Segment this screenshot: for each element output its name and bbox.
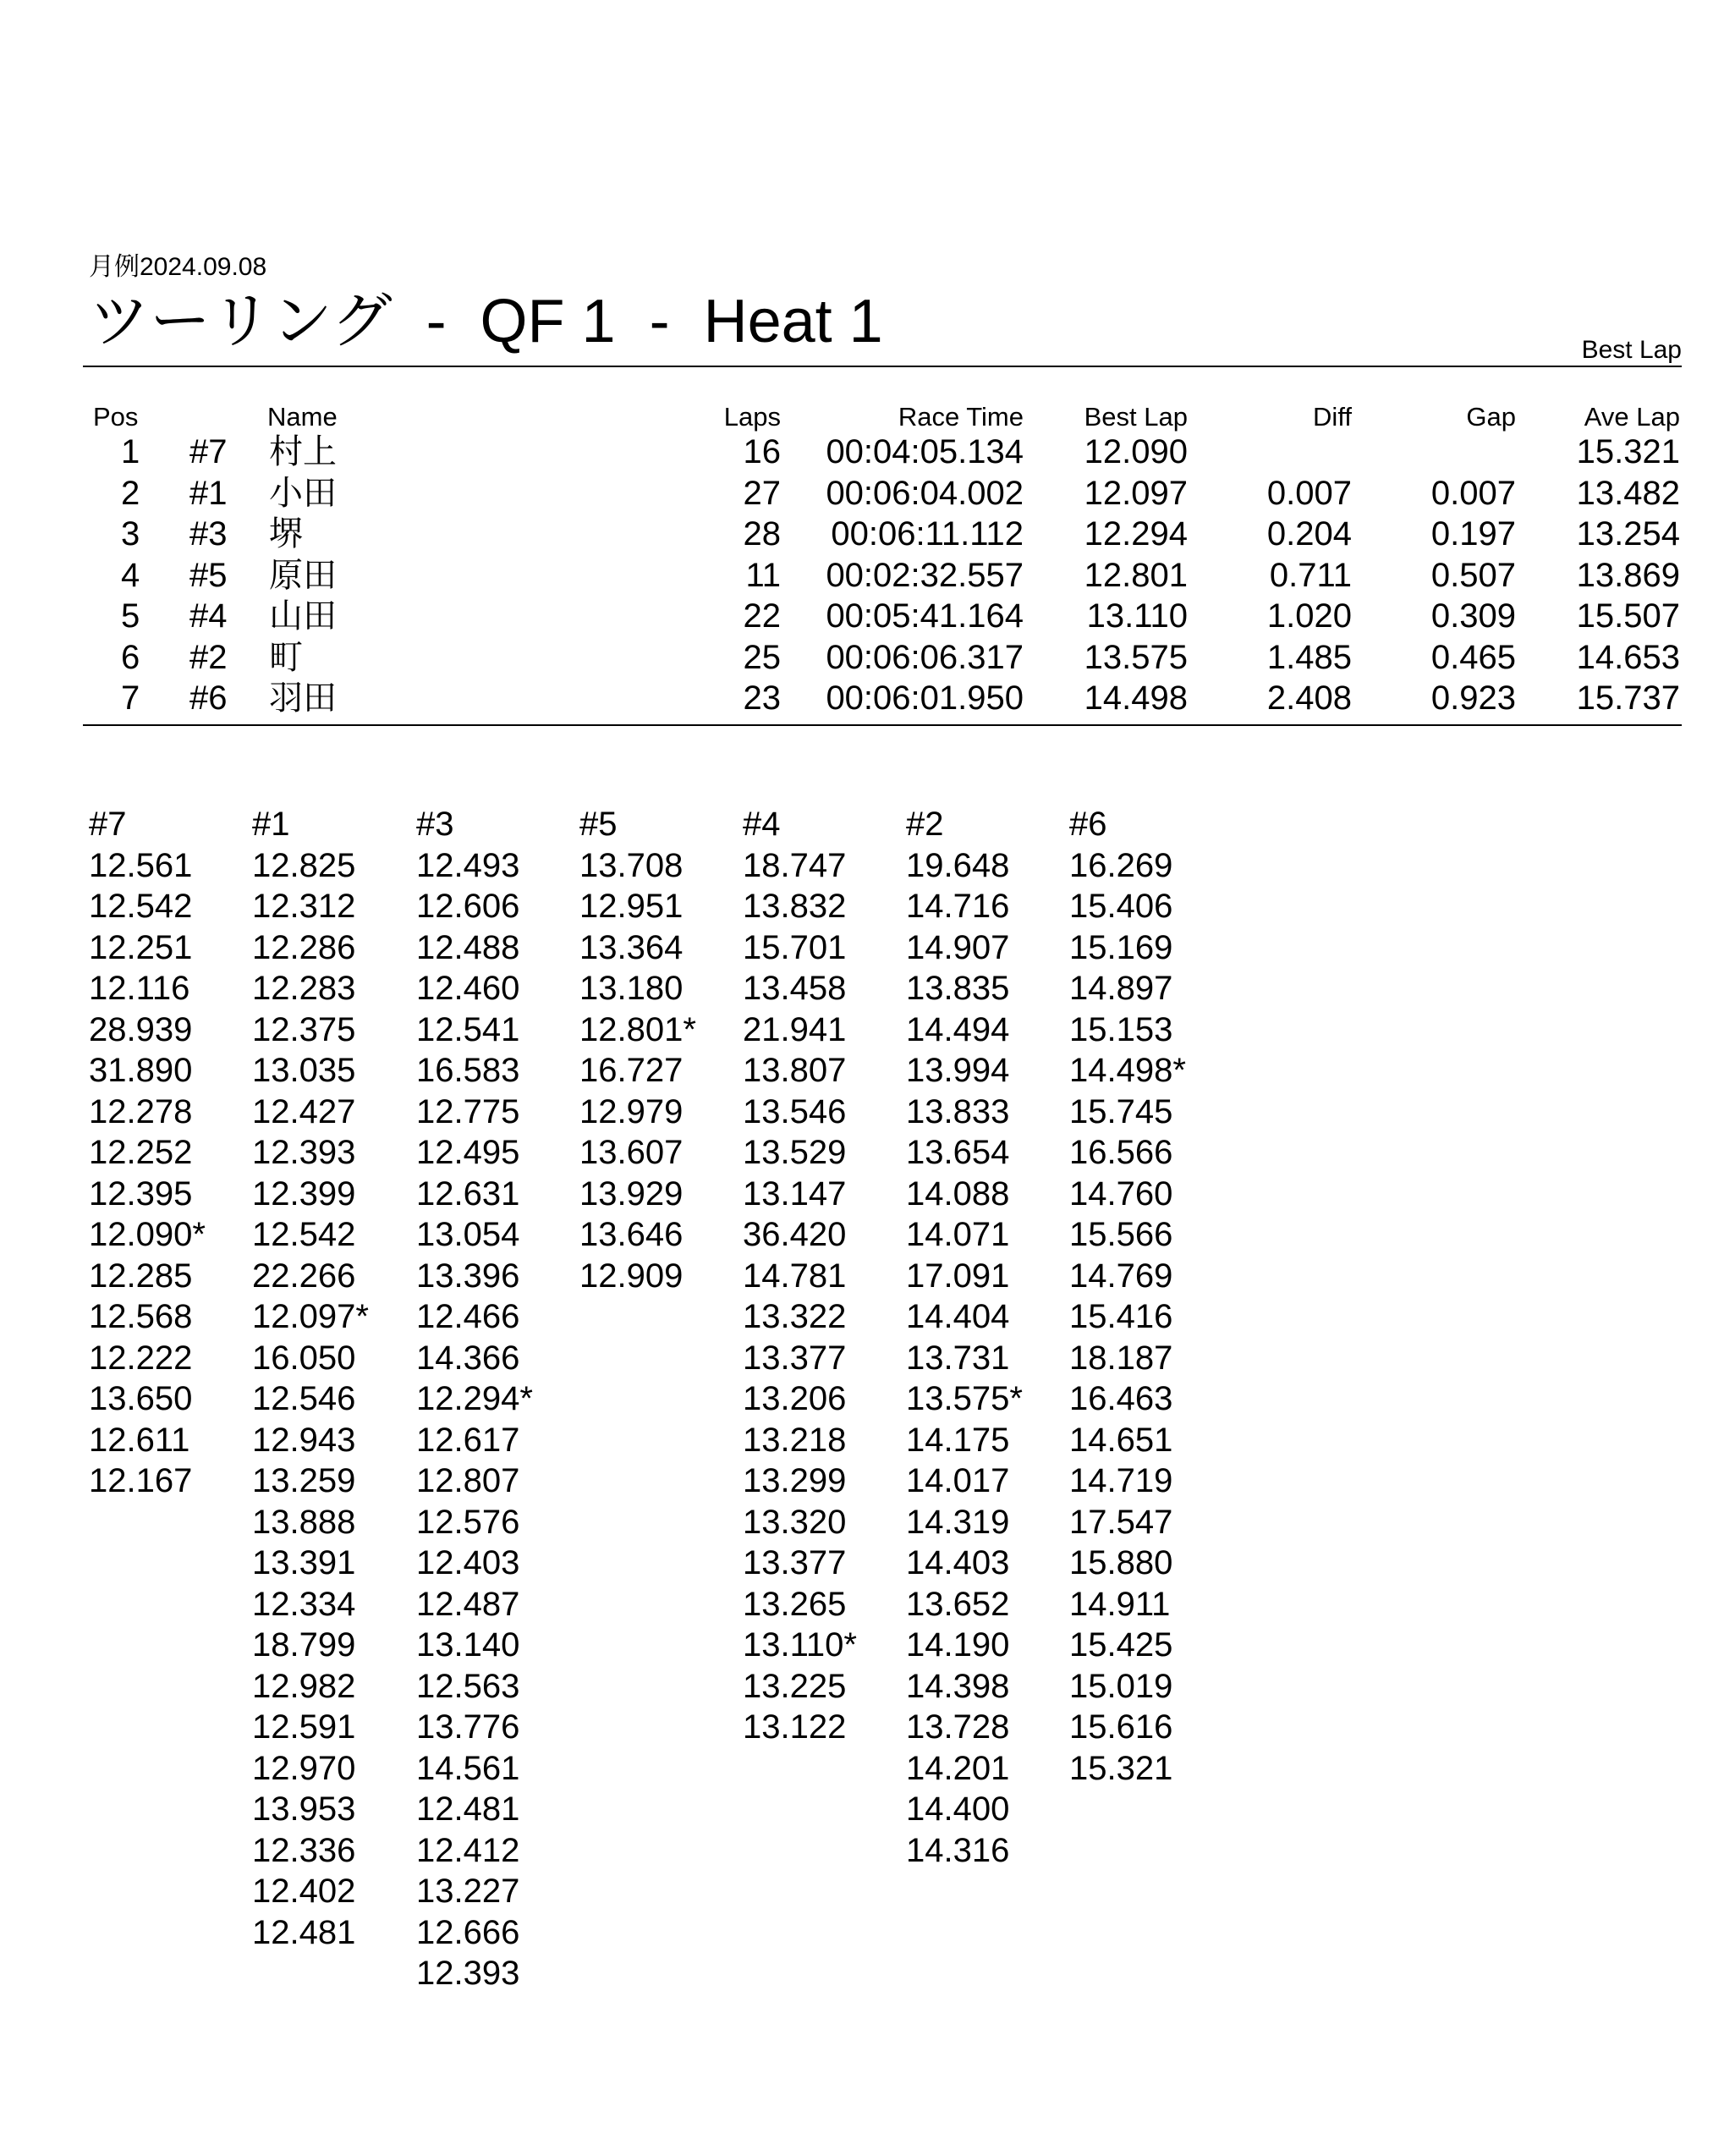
result-best-lap: 12.097 — [1084, 474, 1188, 512]
lap-time: 13.377 — [743, 1544, 847, 1581]
result-laps: 25 — [743, 638, 781, 676]
lap-time: 16.566 — [1069, 1134, 1173, 1171]
result-laps: 16 — [743, 433, 781, 470]
lap-time: 12.576 — [416, 1503, 520, 1541]
result-pos: 2 — [121, 474, 140, 512]
result-row — [0, 555, 1724, 597]
lap-time: 12.807 — [416, 1462, 520, 1499]
lap-time: 28.939 — [89, 1010, 193, 1048]
result-car-number: #7 — [189, 433, 228, 470]
lap-time: 13.546 — [743, 1092, 847, 1130]
lap-column-car-2 — [906, 804, 1067, 1871]
lap-time: 14.716 — [906, 888, 1010, 925]
lap-time: 13.225 — [743, 1667, 847, 1705]
lap-time: 12.466 — [416, 1298, 520, 1335]
lap-time: 15.169 — [1069, 928, 1173, 966]
lap-time: 15.566 — [1069, 1216, 1173, 1253]
lap-time: 16.727 — [579, 1052, 684, 1089]
lap-time: 16.463 — [1069, 1380, 1173, 1417]
lap-time: 18.187 — [1069, 1339, 1173, 1377]
result-car-number: #1 — [189, 474, 228, 512]
lap-time: 12.801* — [579, 1010, 696, 1048]
lap-time: 13.265 — [743, 1585, 847, 1623]
lap-time: 12.286 — [252, 928, 356, 966]
lap-time: 15.153 — [1069, 1010, 1173, 1048]
lap-time: 12.943 — [252, 1421, 356, 1459]
lap-time: 13.396 — [416, 1257, 520, 1295]
result-gap: 0.507 — [1430, 556, 1516, 594]
result-row — [0, 637, 1724, 679]
lap-time: 13.218 — [743, 1421, 847, 1459]
lap-time: 12.606 — [416, 888, 520, 925]
result-car-number: #4 — [189, 597, 228, 635]
lap-time: 13.728 — [906, 1708, 1010, 1746]
lap-time: 13.607 — [579, 1134, 684, 1171]
lap-time: 14.088 — [906, 1174, 1010, 1213]
col-header-diff: Diff — [1313, 402, 1352, 432]
lap-time: 12.334 — [252, 1585, 356, 1623]
lap-time: 14.907 — [906, 928, 1010, 966]
lap-time: 13.575* — [906, 1380, 1023, 1417]
lap-time: 18.747 — [743, 846, 847, 884]
lap-time: 13.377 — [743, 1339, 847, 1377]
lap-time: 13.259 — [252, 1462, 356, 1499]
result-laps: 23 — [743, 679, 781, 717]
lap-time: 13.731 — [906, 1339, 1010, 1377]
event-subtitle: 月例2024.09.08 — [89, 253, 267, 281]
result-row — [0, 473, 1724, 514]
lap-column-car-6 — [1069, 804, 1230, 1789]
result-row — [0, 432, 1724, 473]
lap-time: 12.611 — [89, 1421, 190, 1459]
lap-time: 13.322 — [743, 1298, 847, 1335]
lap-time: 14.403 — [906, 1544, 1010, 1581]
lap-column-header: #6 — [1069, 806, 1107, 843]
result-gap: 0.465 — [1430, 638, 1516, 676]
lap-time: 15.019 — [1069, 1667, 1173, 1705]
result-car-number: #2 — [189, 638, 228, 676]
lap-time: 17.547 — [1069, 1503, 1173, 1541]
result-ave-lap: 15.737 — [1576, 679, 1680, 717]
lap-time: 13.180 — [579, 970, 684, 1007]
result-pos: 4 — [121, 556, 140, 594]
lap-time: 12.481 — [252, 1913, 356, 1951]
lap-time: 12.541 — [416, 1010, 520, 1048]
lap-time: 13.391 — [252, 1544, 356, 1581]
lap-time: 13.994 — [906, 1052, 1010, 1089]
result-best-lap: 12.090 — [1084, 433, 1188, 470]
lap-time: 12.285 — [89, 1257, 193, 1295]
lap-column-header: #5 — [579, 806, 618, 843]
lap-time: 12.493 — [416, 846, 520, 884]
lap-time: 12.167 — [89, 1462, 193, 1499]
lap-time: 12.283 — [252, 970, 356, 1007]
result-pos: 5 — [121, 597, 140, 635]
lap-time: 14.897 — [1069, 970, 1173, 1007]
lap-time: 12.336 — [252, 1831, 356, 1869]
lap-time: 14.498* — [1069, 1052, 1186, 1089]
result-driver-name: 堺 — [269, 515, 303, 553]
result-driver-name: 原田 — [269, 556, 337, 594]
lap-time: 15.745 — [1069, 1092, 1173, 1130]
lap-time: 13.122 — [743, 1708, 847, 1746]
lap-time: 14.398 — [906, 1667, 1010, 1705]
result-race-time: 00:02:32.557 — [826, 556, 1024, 594]
col-header-name: Name — [267, 402, 338, 432]
lap-time: 15.880 — [1069, 1544, 1173, 1581]
lap-time: 12.412 — [416, 1831, 520, 1869]
result-pos: 6 — [121, 638, 140, 676]
lap-time: 12.251 — [89, 928, 193, 966]
lap-column-header: #3 — [416, 806, 454, 843]
lap-time: 13.807 — [743, 1052, 847, 1089]
lap-time: 16.050 — [252, 1339, 356, 1377]
lap-time: 13.650 — [89, 1380, 193, 1417]
lap-time: 12.775 — [416, 1092, 520, 1130]
lap-time: 14.071 — [906, 1216, 1010, 1253]
result-laps: 28 — [743, 515, 781, 553]
lap-time: 12.427 — [252, 1092, 356, 1130]
col-header-gap: Gap — [1466, 402, 1516, 432]
lap-time: 14.190 — [906, 1626, 1010, 1664]
lap-time: 12.375 — [252, 1010, 356, 1048]
lap-time: 13.929 — [579, 1174, 684, 1213]
result-diff: 2.408 — [1266, 679, 1352, 717]
lap-column-header: #2 — [906, 806, 944, 843]
result-ave-lap: 15.507 — [1576, 597, 1680, 635]
lap-time: 14.175 — [906, 1421, 1010, 1459]
lap-time: 13.320 — [743, 1503, 847, 1541]
lap-time: 19.648 — [906, 846, 1010, 884]
lap-time: 12.399 — [252, 1174, 356, 1213]
lap-column-car-1 — [252, 804, 413, 1953]
lap-time: 18.799 — [252, 1626, 356, 1664]
lap-column-header: #4 — [743, 806, 781, 843]
result-race-time: 00:06:01.950 — [826, 679, 1024, 717]
lap-column-car-3 — [416, 804, 577, 1994]
lap-time: 12.278 — [89, 1092, 193, 1130]
lap-column-car-4 — [743, 804, 903, 1748]
lap-time: 31.890 — [89, 1052, 193, 1089]
result-row — [0, 596, 1724, 637]
result-race-time: 00:06:04.002 — [826, 474, 1024, 512]
lap-time: 12.825 — [252, 846, 356, 884]
col-header-laps: Laps — [723, 402, 781, 432]
lap-time: 12.666 — [416, 1913, 520, 1951]
result-car-number: #6 — [189, 679, 228, 717]
lap-time: 12.460 — [416, 970, 520, 1007]
lap-time: 13.364 — [579, 928, 684, 966]
result-race-time: 00:05:41.164 — [826, 597, 1024, 635]
lap-time: 12.481 — [416, 1790, 520, 1828]
result-ave-lap: 15.321 — [1576, 433, 1680, 470]
lap-time: 14.561 — [416, 1749, 520, 1787]
result-driver-name: 羽田 — [269, 679, 337, 717]
lap-time: 16.269 — [1069, 846, 1173, 884]
result-best-lap: 12.294 — [1084, 515, 1188, 553]
page-title: ツーリング - QF 1 - Heat 1 — [89, 288, 883, 355]
result-gap: 0.923 — [1430, 679, 1516, 717]
lap-time: 13.035 — [252, 1052, 356, 1089]
result-gap: 0.309 — [1430, 597, 1516, 635]
result-best-lap: 13.110 — [1086, 597, 1188, 635]
lap-time: 12.561 — [89, 846, 193, 884]
lap-time: 14.651 — [1069, 1421, 1173, 1459]
result-best-lap: 12.801 — [1084, 556, 1188, 594]
lap-time: 13.835 — [906, 970, 1010, 1007]
result-diff: 1.485 — [1266, 638, 1352, 676]
header-divider — [83, 366, 1682, 367]
lap-time: 14.319 — [906, 1503, 1010, 1541]
lap-column-car-5 — [579, 804, 740, 1296]
lap-time: 14.719 — [1069, 1462, 1173, 1499]
result-laps: 22 — [743, 597, 781, 635]
lap-time: 15.321 — [1069, 1749, 1173, 1787]
result-best-lap: 13.575 — [1084, 638, 1188, 676]
lap-time: 13.227 — [416, 1873, 520, 1910]
lap-time: 14.017 — [906, 1462, 1010, 1499]
lap-time: 13.458 — [743, 970, 847, 1007]
col-header-race-time: Race Time — [898, 402, 1024, 432]
lap-time: 12.542 — [252, 1216, 356, 1253]
lap-time: 12.097* — [252, 1298, 369, 1335]
lap-time: 12.617 — [416, 1421, 520, 1459]
results-divider — [83, 724, 1682, 726]
lap-time: 12.970 — [252, 1749, 356, 1787]
col-header-best-lap: Best Lap — [1084, 402, 1188, 432]
lap-time: 12.487 — [416, 1585, 520, 1623]
lap-column-header: #7 — [89, 806, 127, 843]
lap-time: 14.316 — [906, 1831, 1010, 1869]
result-pos: 3 — [121, 515, 140, 553]
lap-time: 22.266 — [252, 1257, 356, 1295]
result-best-lap: 14.498 — [1084, 679, 1188, 717]
result-ave-lap: 14.653 — [1576, 638, 1680, 676]
lap-time: 12.403 — [416, 1544, 520, 1581]
lap-time: 15.406 — [1069, 888, 1173, 925]
lap-time: 13.110* — [743, 1626, 857, 1664]
lap-time: 13.833 — [906, 1092, 1010, 1130]
lap-time: 14.781 — [743, 1257, 847, 1295]
result-driver-name: 山田 — [269, 597, 337, 635]
lap-time: 13.953 — [252, 1790, 356, 1828]
lap-time: 15.616 — [1069, 1708, 1173, 1746]
lap-time: 14.201 — [906, 1749, 1010, 1787]
result-ave-lap: 13.869 — [1576, 556, 1680, 594]
lap-time: 12.982 — [252, 1667, 356, 1705]
lap-time: 12.979 — [579, 1092, 684, 1130]
result-ave-lap: 13.254 — [1576, 515, 1680, 553]
result-diff: 0.711 — [1269, 556, 1352, 594]
lap-time: 13.832 — [743, 888, 847, 925]
lap-time: 14.404 — [906, 1298, 1010, 1335]
lap-time: 12.909 — [579, 1257, 684, 1295]
lap-time: 13.147 — [743, 1174, 847, 1213]
lap-column-car-7 — [89, 804, 250, 1502]
lap-time: 12.631 — [416, 1174, 520, 1213]
lap-time: 13.708 — [579, 846, 684, 884]
lap-time: 13.140 — [416, 1626, 520, 1664]
result-driver-name: 町 — [269, 638, 303, 676]
result-laps: 27 — [743, 474, 781, 512]
lap-time: 21.941 — [743, 1010, 847, 1048]
results-table — [0, 432, 1724, 719]
lap-time: 15.701 — [743, 928, 847, 966]
lap-time: 12.546 — [252, 1380, 356, 1417]
lap-column-header: #1 — [252, 806, 290, 843]
lap-time: 12.395 — [89, 1174, 193, 1213]
lap-time: 12.090* — [89, 1216, 206, 1253]
lap-time: 12.542 — [89, 888, 193, 925]
lap-time: 14.400 — [906, 1790, 1010, 1828]
result-ave-lap: 13.482 — [1576, 474, 1680, 512]
result-race-time: 00:06:06.317 — [826, 638, 1024, 676]
lap-time: 13.776 — [416, 1708, 520, 1746]
lap-time: 12.568 — [89, 1298, 193, 1335]
lap-time: 12.393 — [252, 1134, 356, 1171]
result-gap: 0.197 — [1430, 515, 1516, 553]
lap-time: 13.654 — [906, 1134, 1010, 1171]
lap-time: 13.206 — [743, 1380, 847, 1417]
lap-time: 15.425 — [1069, 1626, 1173, 1664]
lap-time: 12.222 — [89, 1339, 193, 1377]
result-pos: 7 — [121, 679, 140, 717]
result-laps: 11 — [745, 556, 781, 594]
lap-time: 12.495 — [416, 1134, 520, 1171]
result-row — [0, 514, 1724, 555]
result-car-number: #5 — [189, 556, 228, 594]
lap-time: 12.312 — [252, 888, 356, 925]
result-driver-name: 村上 — [269, 433, 337, 470]
lap-time: 12.488 — [416, 928, 520, 966]
lap-time: 13.646 — [579, 1216, 684, 1253]
lap-time: 14.760 — [1069, 1174, 1173, 1213]
lap-time: 14.494 — [906, 1010, 1010, 1048]
result-diff: 0.007 — [1266, 474, 1352, 512]
result-pos: 1 — [121, 433, 140, 470]
result-race-time: 00:06:11.112 — [831, 515, 1024, 553]
lap-time: 12.563 — [416, 1667, 520, 1705]
col-header-pos: Pos — [93, 402, 139, 432]
lap-time: 12.294* — [416, 1380, 533, 1417]
result-diff: 1.020 — [1266, 597, 1352, 635]
lap-time: 14.769 — [1069, 1257, 1173, 1295]
lap-time: 13.652 — [906, 1585, 1010, 1623]
lap-time: 12.116 — [89, 970, 190, 1007]
lap-time: 12.591 — [252, 1708, 356, 1746]
lap-time: 13.888 — [252, 1503, 356, 1541]
lap-time: 13.054 — [416, 1216, 520, 1253]
lap-time: 36.420 — [743, 1216, 847, 1253]
lap-time: 12.402 — [252, 1873, 356, 1910]
lap-time: 17.091 — [906, 1257, 1010, 1295]
col-header-ave-lap: Ave Lap — [1584, 402, 1680, 432]
result-row — [0, 678, 1724, 719]
lap-time: 14.911 — [1069, 1585, 1171, 1623]
result-race-time: 00:04:05.134 — [826, 433, 1024, 470]
lap-time: 13.529 — [743, 1134, 847, 1171]
lap-time: 13.299 — [743, 1462, 847, 1499]
lap-time: 12.393 — [416, 1955, 520, 1992]
lap-time: 12.252 — [89, 1134, 193, 1171]
lap-time: 16.583 — [416, 1052, 520, 1089]
lap-time: 14.366 — [416, 1339, 520, 1377]
result-diff: 0.204 — [1266, 515, 1352, 553]
best-lap-corner-label: Best Lap — [1581, 336, 1682, 364]
lap-time: 15.416 — [1069, 1298, 1173, 1335]
result-driver-name: 小田 — [269, 474, 337, 512]
result-car-number: #3 — [189, 515, 228, 553]
result-gap: 0.007 — [1430, 474, 1516, 512]
lap-time: 12.951 — [579, 888, 684, 925]
